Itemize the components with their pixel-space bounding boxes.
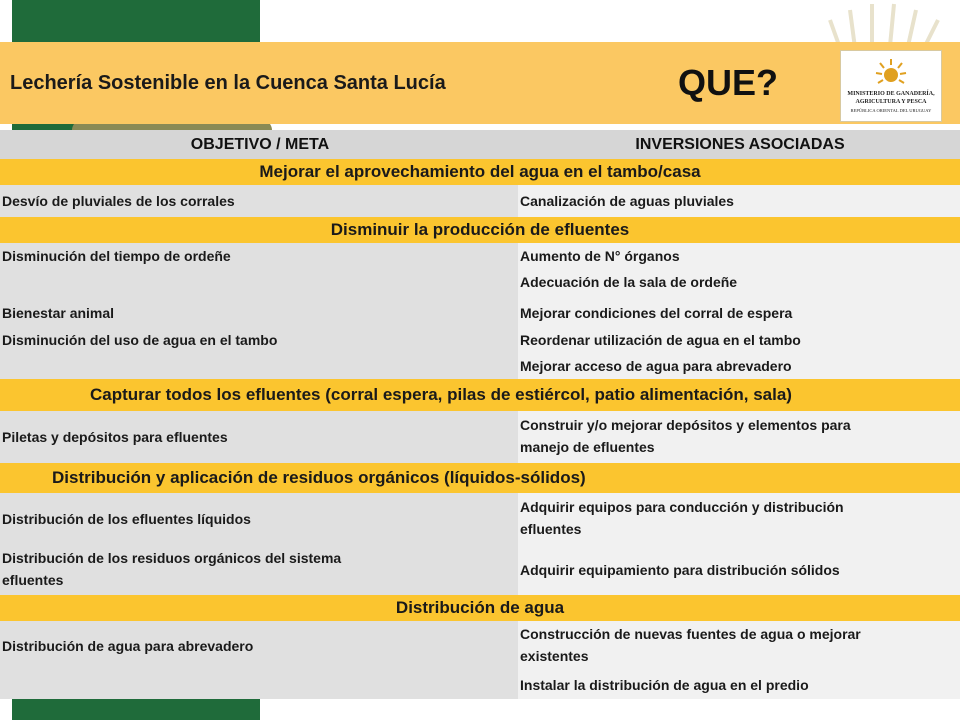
logo-line-3: REPÚBLICA ORIENTAL DEL URUGUAY — [850, 108, 932, 113]
investments-table — [0, 130, 960, 699]
objective-cell — [0, 411, 518, 463]
objective-cell — [0, 327, 518, 379]
objective-cell — [0, 243, 518, 299]
investment-text: Instalar la distribución de agua en el predio — [520, 677, 809, 693]
section-row — [0, 595, 960, 621]
investment-text: Construcción de nuevas fuentes de agua o mejorar — [520, 626, 861, 642]
column-header-investments: INVERSIONES ASOCIADAS — [518, 130, 960, 159]
objective-text: Distribución de los residuos orgánicos del sistema — [2, 550, 342, 566]
objective-cell — [0, 545, 518, 595]
investment-text: Construir y/o mejorar depósitos y elementos para — [520, 417, 851, 433]
objective-cell — [0, 671, 518, 699]
table-row — [0, 185, 960, 217]
logo-line-2: AGRICULTURA Y PESCA — [855, 99, 927, 105]
investment-text: efluentes — [520, 521, 582, 537]
header-banner — [0, 42, 960, 124]
investment-text: existentes — [520, 648, 589, 664]
section-row — [0, 379, 960, 411]
section-title: Distribución y aplicación de residuos orgánicos (líquidos-sólidos) — [52, 468, 586, 487]
section-row — [0, 463, 960, 493]
objective-text: Bienestar animal — [2, 305, 115, 321]
investment-text: Adecuación de la sala de ordeñe — [520, 274, 738, 290]
objective-text: efluentes — [2, 572, 64, 588]
section-title: Distribución de agua — [395, 598, 565, 617]
table-row — [0, 243, 960, 299]
table-row — [0, 327, 960, 379]
investment-cell — [518, 493, 960, 545]
objective-cell — [0, 299, 518, 327]
investment-cell — [518, 243, 960, 299]
table-row — [0, 299, 960, 327]
sun-emblem-icon — [875, 57, 907, 89]
table-row — [0, 545, 960, 595]
section-title: Disminuir la producción de efluentes — [330, 220, 630, 239]
objective-text: Desvío de pluviales de los corrales — [2, 193, 235, 209]
investment-text: Canalización de aguas pluviales — [520, 193, 734, 209]
investment-text: Aumento de N° órganos — [520, 248, 680, 264]
investment-text: Adquirir equipamiento para distribución sólidos — [520, 562, 840, 578]
objective-text: Distribución de agua para abrevadero — [2, 638, 254, 654]
table-row — [0, 671, 960, 699]
page-title: Lechería Sostenible en la Cuenca Santa Lucía — [10, 72, 446, 94]
investment-cell — [518, 621, 960, 671]
objective-cell — [0, 185, 518, 217]
table-row — [0, 493, 960, 545]
objective-cell — [0, 493, 518, 545]
investment-cell — [518, 299, 960, 327]
investment-cell — [518, 671, 960, 699]
investment-cell — [518, 327, 960, 379]
table-row — [0, 411, 960, 463]
investment-cell — [518, 185, 960, 217]
investment-text: Mejorar acceso de agua para abrevadero — [520, 358, 792, 374]
section-title: Capturar todos los efluentes (corral espera, pilas de estiércol, patio alimentación, sala) — [90, 385, 792, 404]
ministry-logo — [840, 50, 942, 122]
objective-text: Distribución de los efluentes líquidos — [2, 511, 251, 527]
logo-line-1: MINISTERIO DE GANADERÍA, — [847, 91, 935, 97]
que-heading: QUE? — [678, 62, 779, 103]
objective-text: Piletas y depósitos para efluentes — [2, 429, 228, 445]
objective-text: Disminución del uso de agua en el tambo — [2, 332, 278, 348]
investment-text: manejo de efluentes — [520, 439, 655, 455]
section-title: Mejorar el aprovechamiento del agua en el tambo/casa — [259, 162, 701, 181]
investment-text: Reordenar utilización de agua en el tambo — [520, 332, 801, 348]
investment-text: Adquirir equipos para conducción y distribución — [520, 499, 844, 515]
objective-text: Disminución del tiempo de ordeñe — [2, 248, 231, 264]
table-header-row — [0, 130, 960, 159]
column-header-objective: OBJETIVO / META — [0, 130, 518, 159]
investment-text: Mejorar condiciones del corral de espera — [520, 305, 793, 321]
table-row — [0, 621, 960, 671]
investment-cell — [518, 545, 960, 595]
objective-cell — [0, 621, 518, 671]
investment-cell — [518, 411, 960, 463]
section-row — [0, 217, 960, 243]
section-row — [0, 159, 960, 185]
